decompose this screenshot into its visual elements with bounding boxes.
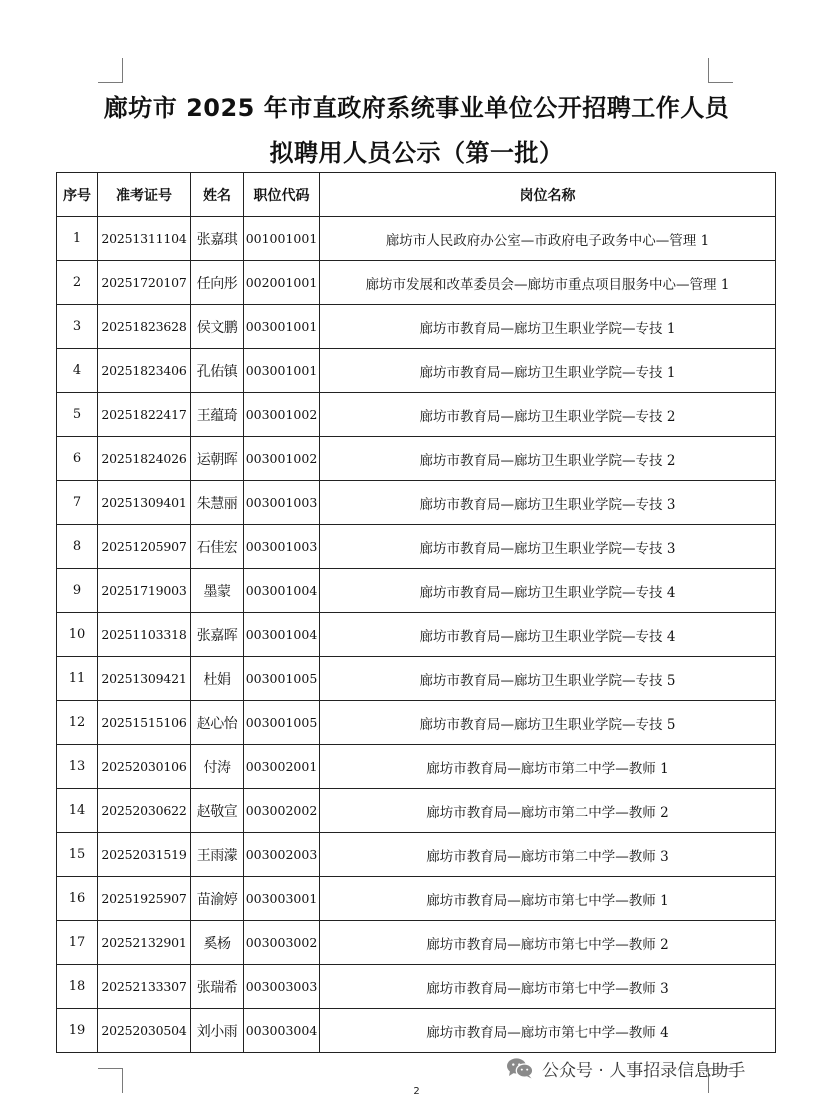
cell-position-name: 廊坊市教育局—廊坊卫生职业学院—专技 1 [320, 349, 776, 393]
header-exam-number: 准考证号 [98, 173, 191, 217]
table-row [57, 789, 776, 833]
cell-position-name: 廊坊市教育局—廊坊市第七中学—教师 2 [320, 921, 776, 965]
cell-exam-number: 20251720107 [98, 261, 191, 305]
cell-exam-number: 20252030504 [98, 1009, 191, 1053]
cell-position-name: 廊坊市教育局—廊坊市第二中学—教师 1 [320, 745, 776, 789]
cell-exam-number: 20251309421 [98, 657, 191, 701]
cell-seq: 15 [57, 833, 98, 877]
cell-position-code: 003001002 [244, 393, 320, 437]
cell-position-name: 廊坊市教育局—廊坊卫生职业学院—专技 1 [320, 305, 776, 349]
table-row [57, 437, 776, 481]
cell-name: 墨蒙 [191, 569, 244, 613]
cell-seq: 13 [57, 745, 98, 789]
cell-name: 杜娟 [191, 657, 244, 701]
cell-seq: 1 [57, 217, 98, 261]
cell-position-name: 廊坊市教育局—廊坊卫生职业学院—专技 4 [320, 613, 776, 657]
cell-position-code: 003001001 [244, 305, 320, 349]
cell-exam-number: 20251515106 [98, 701, 191, 745]
table-row [57, 481, 776, 525]
cell-seq: 8 [57, 525, 98, 569]
cell-exam-number: 20251824026 [98, 437, 191, 481]
cell-name: 赵心怡 [191, 701, 244, 745]
cell-position-name: 廊坊市教育局—廊坊卫生职业学院—专技 2 [320, 393, 776, 437]
cell-exam-number: 20251823628 [98, 305, 191, 349]
table-row [57, 393, 776, 437]
cell-position-code: 003003004 [244, 1009, 320, 1053]
cell-position-name: 廊坊市教育局—廊坊卫生职业学院—专技 5 [320, 657, 776, 701]
cell-position-code: 003002002 [244, 789, 320, 833]
cell-seq: 18 [57, 965, 98, 1009]
cell-seq: 12 [57, 701, 98, 745]
cell-exam-number: 20251822417 [98, 393, 191, 437]
cell-seq: 2 [57, 261, 98, 305]
crop-mark-top-right [708, 58, 733, 83]
page-title: 廊坊市 2025 年市直政府系统事业单位公开招聘工作人员 [103, 94, 730, 122]
cell-name: 石佳宏 [191, 525, 244, 569]
cell-position-name: 廊坊市教育局—廊坊市第二中学—教师 3 [320, 833, 776, 877]
cell-seq: 9 [57, 569, 98, 613]
header-seq: 序号 [57, 173, 98, 217]
cell-seq: 7 [57, 481, 98, 525]
cell-position-code: 003001005 [244, 701, 320, 745]
cell-exam-number: 20251205907 [98, 525, 191, 569]
cell-exam-number: 20251309401 [98, 481, 191, 525]
cell-position-name: 廊坊市教育局—廊坊卫生职业学院—专技 4 [320, 569, 776, 613]
table-row [57, 261, 776, 305]
cell-name: 张嘉晖 [191, 613, 244, 657]
cell-name: 苗渝婷 [191, 877, 244, 921]
cell-name: 奚杨 [191, 921, 244, 965]
cell-name: 刘小雨 [191, 1009, 244, 1053]
cell-position-name: 廊坊市教育局—廊坊市第二中学—教师 2 [320, 789, 776, 833]
table-row [57, 613, 776, 657]
cell-exam-number: 20251925907 [98, 877, 191, 921]
cell-name: 侯文鹏 [191, 305, 244, 349]
cell-name: 张瑞希 [191, 965, 244, 1009]
table-row [57, 701, 776, 745]
watermark [506, 1054, 745, 1082]
cell-exam-number: 20251103318 [98, 613, 191, 657]
cell-seq: 5 [57, 393, 98, 437]
cell-exam-number: 20252031519 [98, 833, 191, 877]
table-row [57, 349, 776, 393]
cell-position-code: 002001001 [244, 261, 320, 305]
cell-position-name: 廊坊市教育局—廊坊市第七中学—教师 1 [320, 877, 776, 921]
cell-name: 付涛 [191, 745, 244, 789]
cell-seq: 3 [57, 305, 98, 349]
cell-exam-number: 20252030106 [98, 745, 191, 789]
cell-exam-number: 20251719003 [98, 569, 191, 613]
cell-position-code: 003001001 [244, 349, 320, 393]
cell-name: 任向彤 [191, 261, 244, 305]
cell-position-code: 003002001 [244, 745, 320, 789]
cell-name: 朱慧丽 [191, 481, 244, 525]
cell-seq: 10 [57, 613, 98, 657]
cell-position-code: 003003003 [244, 965, 320, 1009]
cell-exam-number: 20252133307 [98, 965, 191, 1009]
header-position-name: 岗位名称 [320, 173, 776, 217]
cell-position-code: 003001002 [244, 437, 320, 481]
cell-name: 张嘉琪 [191, 217, 244, 261]
cell-name: 孔佑镇 [191, 349, 244, 393]
cell-position-name: 廊坊市人民政府办公室—市政府电子政务中心—管理 1 [320, 217, 776, 261]
cell-position-code: 003001005 [244, 657, 320, 701]
cell-position-code: 003001004 [244, 613, 320, 657]
cell-position-code: 003001004 [244, 569, 320, 613]
cell-position-name: 廊坊市教育局—廊坊卫生职业学院—专技 2 [320, 437, 776, 481]
cell-position-name: 廊坊市教育局—廊坊市第七中学—教师 3 [320, 965, 776, 1009]
cell-seq: 11 [57, 657, 98, 701]
cell-exam-number: 20251311104 [98, 217, 191, 261]
header-name: 姓名 [191, 173, 244, 217]
table-header-row [57, 173, 776, 217]
cell-name: 王蕴琦 [191, 393, 244, 437]
table-row [57, 877, 776, 921]
table-row [57, 217, 776, 261]
cell-seq: 6 [57, 437, 98, 481]
cell-exam-number: 20251823406 [98, 349, 191, 393]
table-row [57, 305, 776, 349]
table-row [57, 965, 776, 1009]
cell-seq: 17 [57, 921, 98, 965]
cell-seq: 14 [57, 789, 98, 833]
cell-exam-number: 20252030622 [98, 789, 191, 833]
cell-position-name: 廊坊市教育局—廊坊卫生职业学院—专技 3 [320, 481, 776, 525]
table-row [57, 1009, 776, 1053]
cell-exam-number: 20252132901 [98, 921, 191, 965]
crop-mark-top-left [98, 58, 123, 83]
cell-seq: 4 [57, 349, 98, 393]
cell-seq: 19 [57, 1009, 98, 1053]
cell-position-code: 003003002 [244, 921, 320, 965]
header-position-code: 职位代码 [244, 173, 320, 217]
cell-position-name: 廊坊市教育局—廊坊卫生职业学院—专技 3 [320, 525, 776, 569]
roster-table [56, 172, 776, 1053]
cell-position-name: 廊坊市发展和改革委员会—廊坊市重点项目服务中心—管理 1 [320, 261, 776, 305]
table-row [57, 569, 776, 613]
wechat-icon [506, 1057, 534, 1079]
cell-name: 赵敬宣 [191, 789, 244, 833]
cell-name: 王雨濛 [191, 833, 244, 877]
table-row [57, 921, 776, 965]
page-number: 2 [413, 1086, 420, 1097]
cell-seq: 16 [57, 877, 98, 921]
cell-position-name: 廊坊市教育局—廊坊卫生职业学院—专技 5 [320, 701, 776, 745]
table-row [57, 745, 776, 789]
cell-name: 运朝晖 [191, 437, 244, 481]
cell-position-name: 廊坊市教育局—廊坊市第七中学—教师 4 [320, 1009, 776, 1053]
cell-position-code: 003002003 [244, 833, 320, 877]
page-subtitle: 拟聘用人员公示（第一批） [269, 139, 564, 167]
cell-position-code: 003001003 [244, 481, 320, 525]
watermark-text: 公众号 · 人事招录信息助手 [542, 1060, 746, 1081]
cell-position-code: 003001003 [244, 525, 320, 569]
cell-position-code: 003003001 [244, 877, 320, 921]
table-row [57, 525, 776, 569]
cell-position-code: 001001001 [244, 217, 320, 261]
table-row [57, 833, 776, 877]
table-row [57, 657, 776, 701]
